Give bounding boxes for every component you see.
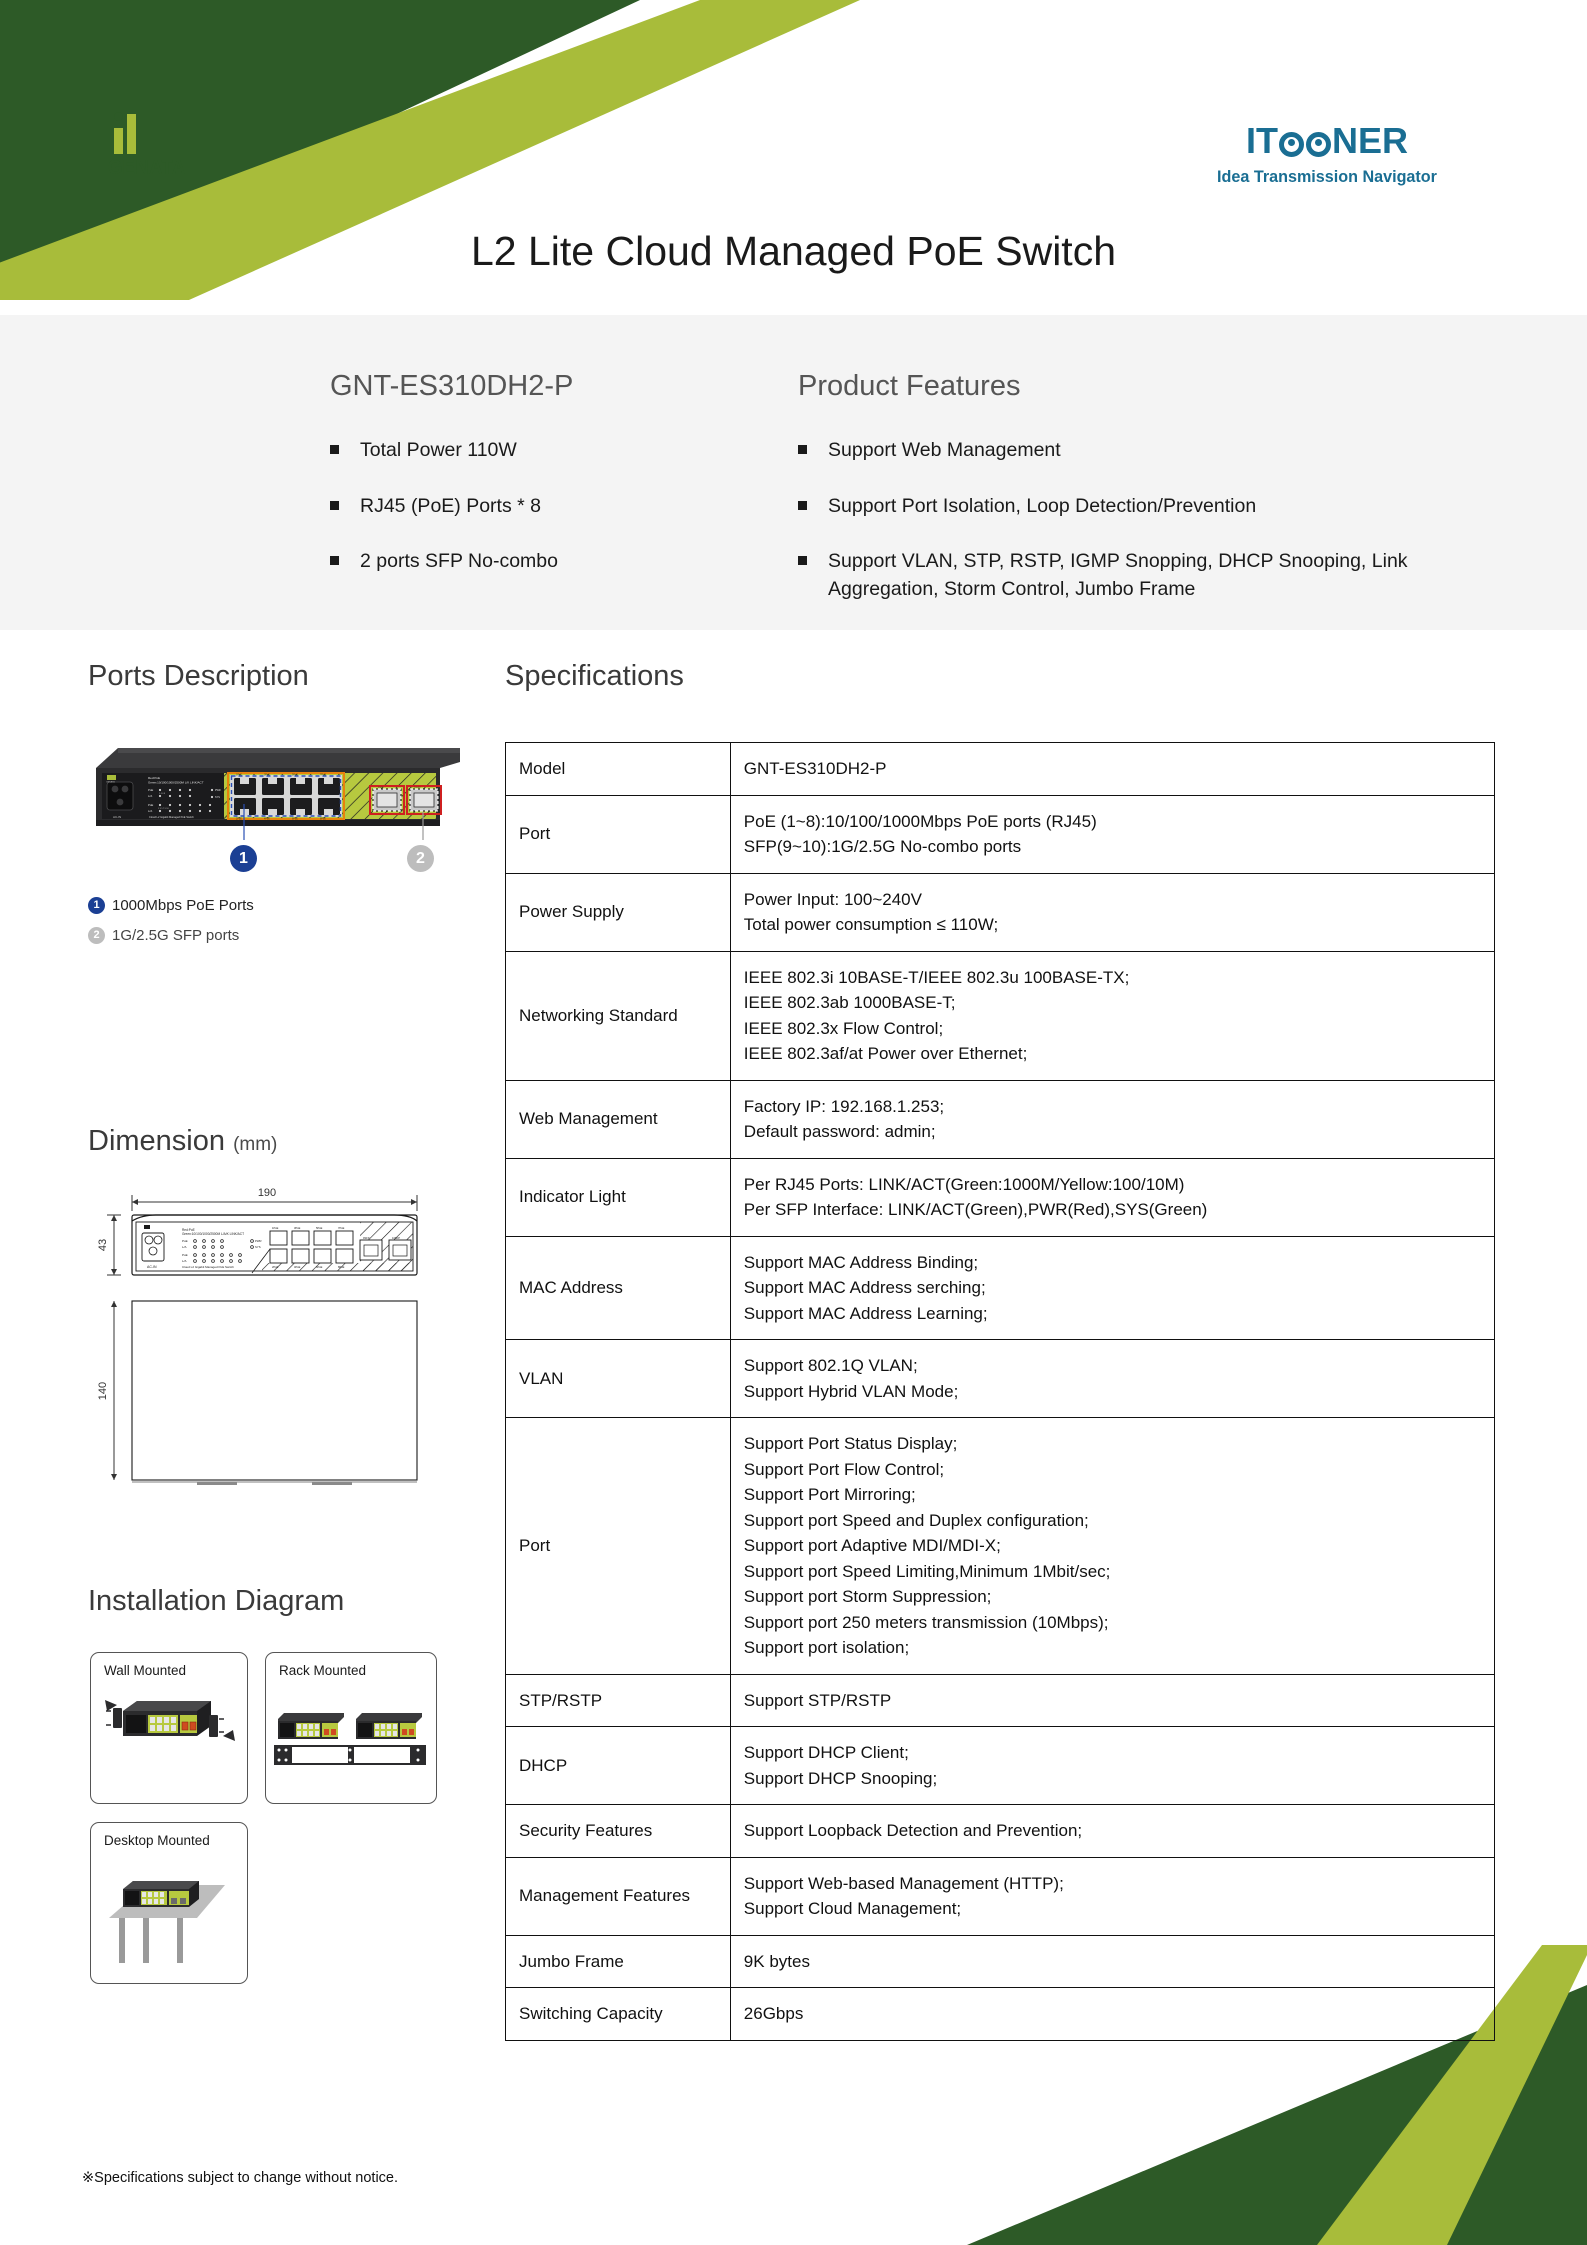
spec-value-line: Support Port Mirroring; — [743, 1485, 916, 1504]
spec-value-line: Support port Speed Limiting,Minimum 1Mbit/sec; — [743, 1561, 1111, 1581]
svg-text:7PoE: 7PoE — [338, 1227, 345, 1230]
dimension-unit: (mm) — [233, 1134, 278, 1155]
table-row — [506, 1418, 1495, 1675]
genata-bar-3 — [140, 114, 149, 154]
spec-value-line: Power Input: 100~240V — [743, 889, 922, 909]
spec-value — [730, 873, 1494, 951]
table-row — [506, 1236, 1495, 1340]
itooner-text-suffix: NER — [1331, 120, 1408, 161]
itooner-eye-icon-2 — [1306, 132, 1331, 157]
itooner-logo — [1177, 120, 1477, 187]
dimension-drawing — [92, 1185, 462, 1550]
spec-value-line: Support DHCP Client; — [743, 1743, 909, 1762]
table-row — [506, 1158, 1495, 1236]
svg-text:190: 190 — [257, 1187, 277, 1199]
spec-key: MAC Address — [506, 1236, 731, 1340]
spec-key: Networking Standard — [506, 951, 731, 1080]
list-item — [330, 437, 750, 465]
genata-logo-dot — [114, 112, 123, 121]
svg-text:PWR: PWR — [215, 789, 221, 792]
svg-text:5PoE: 5PoE — [316, 1227, 323, 1230]
product-model-bullet-list — [330, 437, 750, 604]
table-row — [506, 795, 1495, 873]
spec-value — [730, 1935, 1494, 1988]
spec-key: Power Supply — [506, 873, 731, 951]
spec-key: Indicator Light — [506, 1158, 731, 1236]
itooner-text-prefix: IT — [1245, 120, 1278, 161]
bullet-text: Total Power 110W — [360, 439, 517, 461]
square-bullet-icon — [798, 556, 807, 565]
legend-badge-2: 2 — [88, 927, 105, 944]
spec-value — [730, 1340, 1494, 1418]
svg-text:10SFP: 10SFP — [392, 1237, 400, 1240]
square-bullet-icon — [330, 556, 339, 565]
svg-text:Green:10/100/1000/2500M L/K L: Green:10/100/1000/2500M L/K LINK/ACT — [148, 780, 204, 785]
installation-diagram-heading: Installation Diagram — [88, 1585, 345, 1617]
svg-text:L/A: L/A — [148, 794, 153, 798]
svg-text:Red:PoE: Red:PoE — [148, 776, 161, 780]
itooner-eye-icon-1 — [1279, 132, 1304, 157]
ports-description-heading: Ports Description — [88, 660, 309, 692]
spec-value-line: Support Loopback Detection and Prevention; — [743, 1821, 1083, 1840]
callout-badge-2: 2 — [407, 845, 434, 872]
svg-text:Cloud L2 Gigabit Managed PoE S: Cloud L2 Gigabit Managed PoE Switch — [149, 816, 194, 819]
spec-value-line: GNT-ES310DH2-P — [743, 759, 887, 778]
bullet-text: Support VLAN, STP, RSTP, IGMP Snopping, DHCP Snooping, Link Aggregation, Storm Control, Jumbo Frame — [828, 550, 1408, 601]
spec-value-line: IEEE 802.3af/at Power over Ethernet; — [743, 1044, 1028, 1063]
specifications-table-body — [506, 743, 1495, 2041]
svg-text:GENATA: GENATA — [106, 781, 115, 784]
genata-bar-2 — [127, 114, 136, 154]
device-front-panel-image — [88, 742, 468, 842]
table-row — [506, 1080, 1495, 1158]
svg-text:SYS: SYS — [255, 1245, 261, 1249]
callout-badge-1: 1 — [230, 845, 257, 872]
list-item — [798, 548, 1458, 603]
svg-text:PWR: PWR — [255, 1239, 262, 1243]
installation-card-rack-mounted — [265, 1652, 437, 1804]
spec-value-line: SFP(9~10):1G/2.5G No-combo ports — [743, 837, 1022, 856]
spec-key: Security Features — [506, 1805, 731, 1858]
spec-value — [730, 795, 1494, 873]
svg-text:9SFP: 9SFP — [363, 1237, 370, 1240]
specifications-table — [505, 742, 1495, 2041]
svg-text:7PoE: 7PoE — [320, 773, 326, 777]
spec-value — [730, 1988, 1494, 2041]
svg-text:Red:PoE: Red:PoE — [182, 1228, 195, 1232]
svg-text:Cloud L2 Gigabit Managed PoE S: Cloud L2 Gigabit Managed PoE Switch — [182, 1265, 234, 1269]
spec-value-line: Support port Adaptive MDI/MDI-X; — [743, 1536, 1001, 1555]
genata-logo — [108, 112, 228, 180]
spec-value — [730, 1805, 1494, 1858]
dimension-heading-text: Dimension — [88, 1125, 225, 1157]
svg-text:L/A: L/A — [182, 1259, 187, 1263]
installation-card-title: Rack Mounted — [279, 1663, 367, 1678]
svg-text:5PoE: 5PoE — [292, 773, 298, 777]
spec-value-line: Support Cloud Management; — [743, 1899, 962, 1918]
svg-text:SYS: SYS — [215, 796, 220, 799]
footer-note: ※Specifications subject to change without notice. — [82, 2170, 399, 2186]
product-summary-band — [0, 315, 1587, 630]
spec-value — [730, 1080, 1494, 1158]
legend-label-2: 1G/2.5G SFP ports — [112, 927, 240, 944]
spec-value — [730, 1418, 1494, 1675]
spec-key: Port — [506, 1418, 731, 1675]
spec-key: DHCP — [506, 1727, 731, 1805]
spec-key: Model — [506, 743, 731, 796]
installation-card-desktop-mounted — [90, 1822, 248, 1984]
spec-value-line: 26Gbps — [743, 2004, 804, 2023]
genata-bar-4 — [153, 114, 162, 154]
spec-value-line: Support MAC Address Learning; — [743, 1303, 988, 1323]
ports-legend-item-2 — [88, 927, 239, 944]
bullet-text: Support Web Management — [828, 439, 1061, 461]
square-bullet-icon — [798, 445, 807, 454]
list-item — [798, 437, 1458, 465]
svg-text:1 3 5 7 9 10: 1 3 5 7 9 10 — [158, 808, 169, 810]
spec-key: Port — [506, 795, 731, 873]
legend-label-1: 1000Mbps PoE Ports — [112, 897, 254, 914]
spec-key: VLAN — [506, 1340, 731, 1418]
table-row — [506, 1340, 1495, 1418]
spec-value-line: Support port 250 meters transmission (10Mbps); — [743, 1612, 1109, 1632]
svg-text:PoE: PoE — [182, 1253, 188, 1257]
installation-card-wall-mounted — [90, 1652, 248, 1804]
genata-logo-mark — [108, 112, 228, 154]
spec-value-line: Support DHCP Snooping; — [743, 1768, 938, 1788]
spec-value — [730, 1857, 1494, 1935]
page-title: L2 Lite Cloud Managed PoE Switch — [470, 228, 1116, 274]
spec-value-line: Support 802.1Q VLAN; — [743, 1356, 918, 1375]
svg-text:L/A: L/A — [148, 809, 153, 813]
spec-value — [730, 1727, 1494, 1805]
spec-value-line: Default password: admin; — [743, 1122, 936, 1141]
svg-text:AC-IN: AC-IN — [147, 1265, 157, 1269]
genata-wordmark: GENATA — [108, 157, 186, 179]
spec-value-line: Support STP/RSTP — [743, 1690, 892, 1710]
spec-key: Web Management — [506, 1080, 731, 1158]
installation-card-title: Desktop Mounted — [104, 1833, 210, 1848]
spec-value-line: Per RJ45 Ports: LINK/ACT(Green:1000M/Yellow:100/10M) — [743, 1174, 1185, 1194]
square-bullet-icon — [330, 501, 339, 510]
table-row — [506, 743, 1495, 796]
dimension-heading — [88, 1125, 277, 1158]
spec-value-line: Support Hybrid VLAN Mode; — [743, 1381, 959, 1401]
list-item — [798, 493, 1458, 521]
svg-text:140: 140 — [97, 1381, 109, 1401]
svg-text:AC-IN: AC-IN — [113, 815, 122, 819]
table-row — [506, 951, 1495, 1080]
svg-text:4PoE: 4PoE — [264, 817, 270, 821]
list-item — [330, 493, 750, 521]
ports-legend-item-1 — [88, 897, 254, 914]
svg-text:2PoE: 2PoE — [236, 817, 242, 821]
svg-text:3PoE: 3PoE — [264, 773, 270, 777]
itooner-wordmark — [1177, 120, 1477, 162]
spec-value-line: IEEE 802.3x Flow Control; — [743, 1018, 944, 1038]
spec-value — [730, 951, 1494, 1080]
spec-value-line: 9K bytes — [743, 1951, 810, 1971]
product-features-bullet-list — [798, 437, 1458, 632]
svg-text:6PoE: 6PoE — [292, 817, 298, 821]
spec-value-line: Factory IP: 192.168.1.253; — [743, 1096, 945, 1116]
table-row — [506, 873, 1495, 951]
svg-text:2 4 6 8: 2 4 6 8 — [159, 793, 166, 795]
svg-text:L/A: L/A — [182, 1245, 187, 1249]
svg-text:3PoE: 3PoE — [294, 1227, 301, 1230]
svg-text:Green:10/100/1000/2500M L/A/K: Green:10/100/1000/2500M L/A/K LINK/ACT — [182, 1232, 245, 1236]
bullet-text: 2 ports SFP No-combo — [360, 550, 558, 573]
svg-text:10SFP: 10SFP — [414, 787, 421, 789]
spec-value-line: Support Port Status Display; — [743, 1434, 958, 1453]
spec-value-line: Support port Speed and Duplex configuration; — [743, 1510, 1089, 1530]
svg-text:1PoE: 1PoE — [236, 773, 242, 777]
spec-key: Management Features — [506, 1857, 731, 1935]
spec-value-line: PoE (1~8):10/100/1000Mbps PoE ports (RJ45) — [743, 811, 1097, 831]
list-item — [330, 548, 750, 576]
spec-value-line: IEEE 802.3i 10BASE-T/IEEE 802.3u 100BASE-TX; — [743, 967, 1130, 987]
specifications-heading: Specifications — [505, 660, 684, 692]
spec-value-line: Support MAC Address Binding; — [743, 1252, 979, 1272]
spec-value-line: Total power consumption ≤ 110W; — [743, 915, 999, 934]
legend-badge-1: 1 — [88, 897, 105, 914]
spec-value-line: Support Port Flow Control; — [743, 1459, 945, 1479]
table-row — [506, 1727, 1495, 1805]
svg-text:PoE: PoE — [148, 788, 154, 792]
table-row — [506, 1805, 1495, 1858]
svg-text:43: 43 — [97, 1238, 109, 1252]
bullet-text: Support Port Isolation, Loop Detection/Prevention — [828, 494, 1257, 517]
installation-card-title: Wall Mounted — [104, 1663, 187, 1678]
spec-value-line: Support Web-based Management (HTTP); — [743, 1873, 1064, 1893]
svg-text:1PoE: 1PoE — [272, 1227, 279, 1230]
spec-value — [730, 1158, 1494, 1236]
spec-key: Switching Capacity — [506, 1988, 731, 2041]
spec-key: STP/RSTP — [506, 1674, 731, 1727]
genata-bar-1 — [114, 128, 123, 154]
svg-text:8PoE: 8PoE — [320, 817, 326, 821]
spec-value — [730, 743, 1494, 796]
itooner-tagline: Idea Transmission Navigator — [1217, 167, 1437, 186]
spec-value-line: Support port isolation; — [743, 1638, 910, 1657]
square-bullet-icon — [798, 501, 807, 510]
svg-text:PoE: PoE — [148, 803, 154, 807]
table-row — [506, 1674, 1495, 1727]
spec-value — [730, 1674, 1494, 1727]
spec-value-line: Per SFP Interface: LINK/ACT(Green),PWR(Red),SYS(Green) — [743, 1200, 1208, 1219]
table-row — [506, 1935, 1495, 1988]
square-bullet-icon — [330, 445, 339, 454]
svg-text:PoE: PoE — [182, 1239, 188, 1243]
spec-key: Jumbo Frame — [506, 1935, 731, 1988]
product-features-heading: Product Features — [798, 370, 1021, 402]
spec-value-line: Support port Storm Suppression; — [743, 1587, 992, 1606]
table-row — [506, 1988, 1495, 2041]
spec-value-line: Support MAC Address serching; — [743, 1278, 986, 1297]
product-model-heading: GNT-ES310DH2-P — [330, 370, 574, 402]
table-row — [506, 1857, 1495, 1935]
spec-value — [730, 1236, 1494, 1340]
bullet-text: RJ45 (PoE) Ports * 8 — [360, 494, 541, 517]
spec-value-line: IEEE 802.3ab 1000BASE-T; — [743, 993, 956, 1012]
svg-text:9SFP: 9SFP — [378, 787, 384, 789]
